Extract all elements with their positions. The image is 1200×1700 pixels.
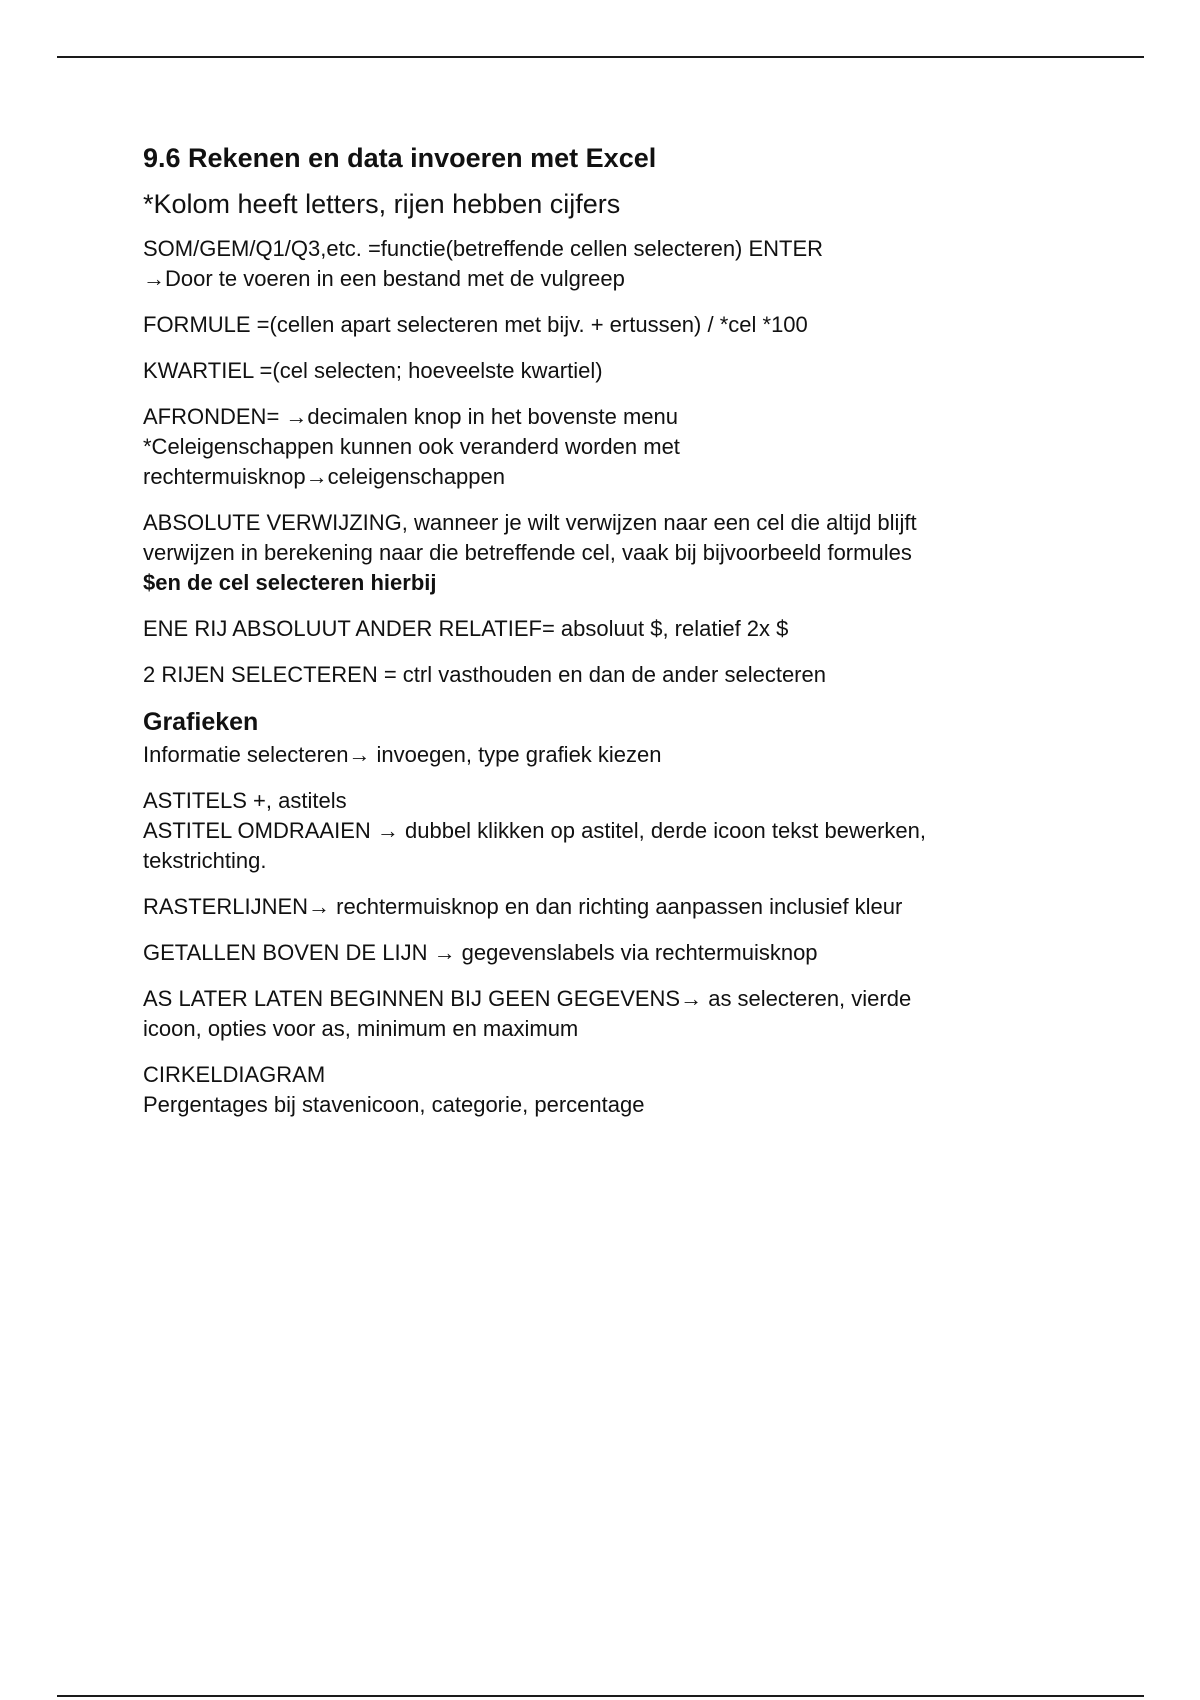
text-line: ASTITEL OMDRAAIEN → dubbel klikken op astitel, derde icoon tekst bewerken, <box>143 818 926 843</box>
paragraph-som-gem <box>143 234 1063 294</box>
paragraph-rasterlijnen <box>143 892 1063 922</box>
paragraph-getallen <box>143 938 1063 968</box>
text-line: KWARTIEL =(cel selecten; hoeveelste kwartiel) <box>143 358 603 383</box>
paragraph-kwartiel <box>143 356 1063 386</box>
paragraph-ene-rij <box>143 614 1063 644</box>
text-line: FORMULE =(cellen apart selecteren met bijv. + ertussen) / *cel *100 <box>143 312 808 337</box>
text-line: GETALLEN BOVEN DE LIJN → gegevenslabels via rechtermuisknop <box>143 940 818 965</box>
text-line: ABSOLUTE VERWIJZING, wanneer je wilt verwijzen naar een cel die altijd blijft <box>143 510 917 535</box>
paragraph-as-later <box>143 984 1063 1044</box>
paragraph-afronden <box>143 402 1063 492</box>
text-line: CIRKELDIAGRAM <box>143 1062 326 1087</box>
paragraph-astitels <box>143 786 1063 876</box>
text-line: →Door te voeren in een bestand met de vulgreep <box>143 266 625 291</box>
top-rule <box>57 56 1144 58</box>
text-line: Informatie selecteren→ invoegen, type grafiek kiezen <box>143 742 662 767</box>
text-line: ENE RIJ ABSOLUUT ANDER RELATIEF= absoluut $, relatief 2x $ <box>143 616 789 641</box>
text-line: SOM/GEM/Q1/Q3,etc. =functie(betreffende cellen selecteren) ENTER <box>143 236 824 261</box>
text-line: verwijzen in berekening naar die betreffende cel, vaak bij bijvoorbeeld formules <box>143 540 912 565</box>
paragraph-2-rijen <box>143 660 1063 690</box>
text-line: AS LATER LATEN BEGINNEN BIJ GEEN GEGEVENS→ as selecteren, vierde <box>143 986 912 1011</box>
text-line: rechtermuisknop→celeigenschappen <box>143 464 505 489</box>
bold-text-line: $en de cel selecteren hierbij <box>143 570 437 595</box>
page-subtitle: *Kolom heeft letters, rijen hebben cijfers <box>143 189 621 219</box>
paragraph-informatie <box>143 740 1063 770</box>
paragraph-cirkeldiagram <box>143 1060 1063 1120</box>
text-line: AFRONDEN= →decimalen knop in het bovenste menu <box>143 404 678 429</box>
section-heading-grafieken: Grafieken <box>143 708 259 736</box>
text-line: *Celeigenschappen kunnen ook veranderd worden met <box>143 434 680 459</box>
text-line: icoon, opties voor as, minimum en maximum <box>143 1016 579 1041</box>
text-line: 2 RIJEN SELECTEREN = ctrl vasthouden en dan de ander selecteren <box>143 662 826 687</box>
document-body <box>143 140 1063 1136</box>
paragraph-formule <box>143 310 1063 340</box>
bottom-rule <box>57 1695 1144 1697</box>
text-line: Pergentages bij stavenicoon, categorie, percentage <box>143 1092 645 1117</box>
paragraph-absolute-verwijzing <box>143 508 1063 598</box>
text-line: ASTITELS +, astitels <box>143 788 347 813</box>
text-line: RASTERLIJNEN→ rechtermuisknop en dan richting aanpassen inclusief kleur <box>143 894 903 919</box>
page-title: 9.6 Rekenen en data invoeren met Excel <box>143 143 657 173</box>
text-line: tekstrichting. <box>143 848 267 873</box>
